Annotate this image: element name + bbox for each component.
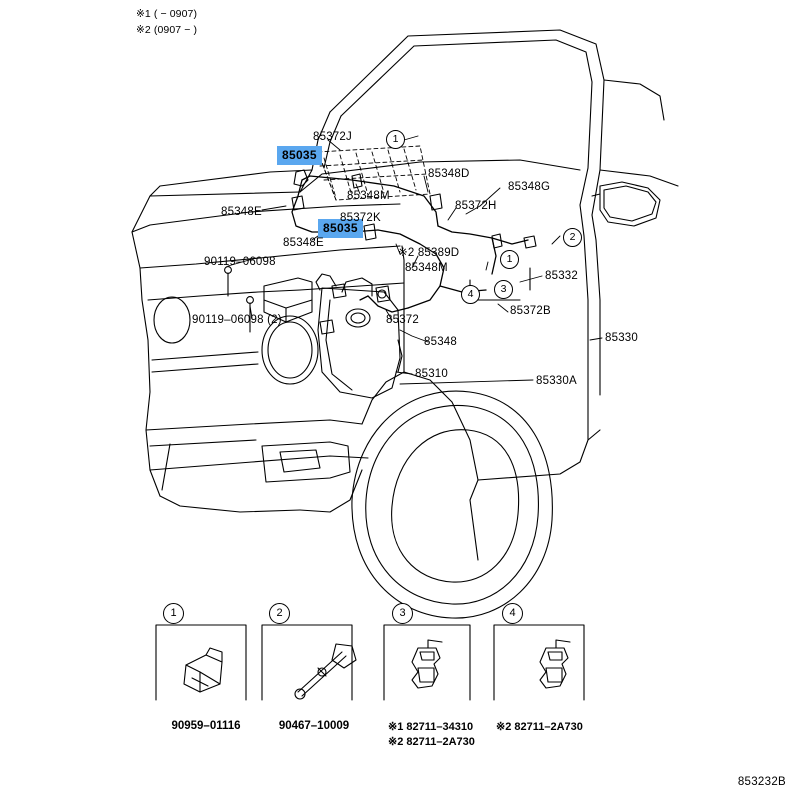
part-label-85348E-upper[interactable]: 85348E	[221, 206, 262, 218]
note-1: ※1 ( − 0907)	[136, 8, 198, 20]
callout-3-hose[interactable]: 3	[494, 280, 513, 299]
highlighted-part-85035-upper[interactable]: 85035	[277, 146, 322, 165]
legend-num-4[interactable]: 4	[502, 603, 523, 624]
part-label-85372H[interactable]: 85372H	[455, 200, 497, 212]
legend-part-90467-10009[interactable]: 90467–10009	[278, 720, 350, 732]
part-label-85348[interactable]: 85348	[424, 336, 457, 348]
legend-part-82711-34310[interactable]: ※1 82711–34310	[388, 721, 474, 733]
part-label-85389D[interactable]: ※2 85389D	[398, 247, 460, 259]
part-label-85330[interactable]: 85330	[605, 332, 638, 344]
highlighted-part-85035-lower[interactable]: 85035	[318, 219, 363, 238]
part-label-85348M-lower[interactable]: 85348M	[405, 262, 448, 274]
legend-part-90959-01116[interactable]: 90959–01116	[171, 720, 241, 732]
part-label-85372K[interactable]: 85372K	[340, 212, 381, 224]
part-label-85348M-upper[interactable]: 85348M	[347, 190, 390, 202]
part-label-85348G[interactable]: 85348G	[508, 181, 551, 193]
legend-part-82711-2A730-alt[interactable]: ※2 82711–2A730	[388, 736, 475, 748]
part-label-85372[interactable]: 85372	[386, 314, 419, 326]
part-label-85348E-lower[interactable]: 85348E	[283, 237, 324, 249]
callout-1-cowl[interactable]: 1	[500, 250, 519, 269]
legend-num-1[interactable]: 1	[163, 603, 184, 624]
callout-2-mirror[interactable]: 2	[563, 228, 582, 247]
legend-num-3[interactable]: 3	[392, 603, 413, 624]
callout-4-hose[interactable]: 4	[461, 285, 480, 304]
legend-part-82711-2A730[interactable]: ※2 82711–2A730	[496, 721, 583, 733]
note-2: ※2 (0907 − )	[136, 24, 198, 36]
part-label-85372J[interactable]: 85372J	[313, 131, 352, 143]
part-label-85332[interactable]: 85332	[545, 270, 578, 282]
part-label-85310[interactable]: 85310	[415, 368, 448, 380]
part-label-85372B[interactable]: 85372B	[510, 305, 551, 317]
part-label-90119-06098[interactable]: 90119–06098	[204, 256, 276, 268]
part-label-85348D[interactable]: 85348D	[428, 168, 470, 180]
callout-1-hood[interactable]: 1	[386, 130, 405, 149]
legend-num-2[interactable]: 2	[269, 603, 290, 624]
part-label-85330A[interactable]: 85330A	[536, 375, 577, 387]
diagram-code: 853232B	[737, 776, 786, 788]
part-label-90119-06098-2[interactable]: 90119–06098 (2)	[192, 314, 282, 326]
